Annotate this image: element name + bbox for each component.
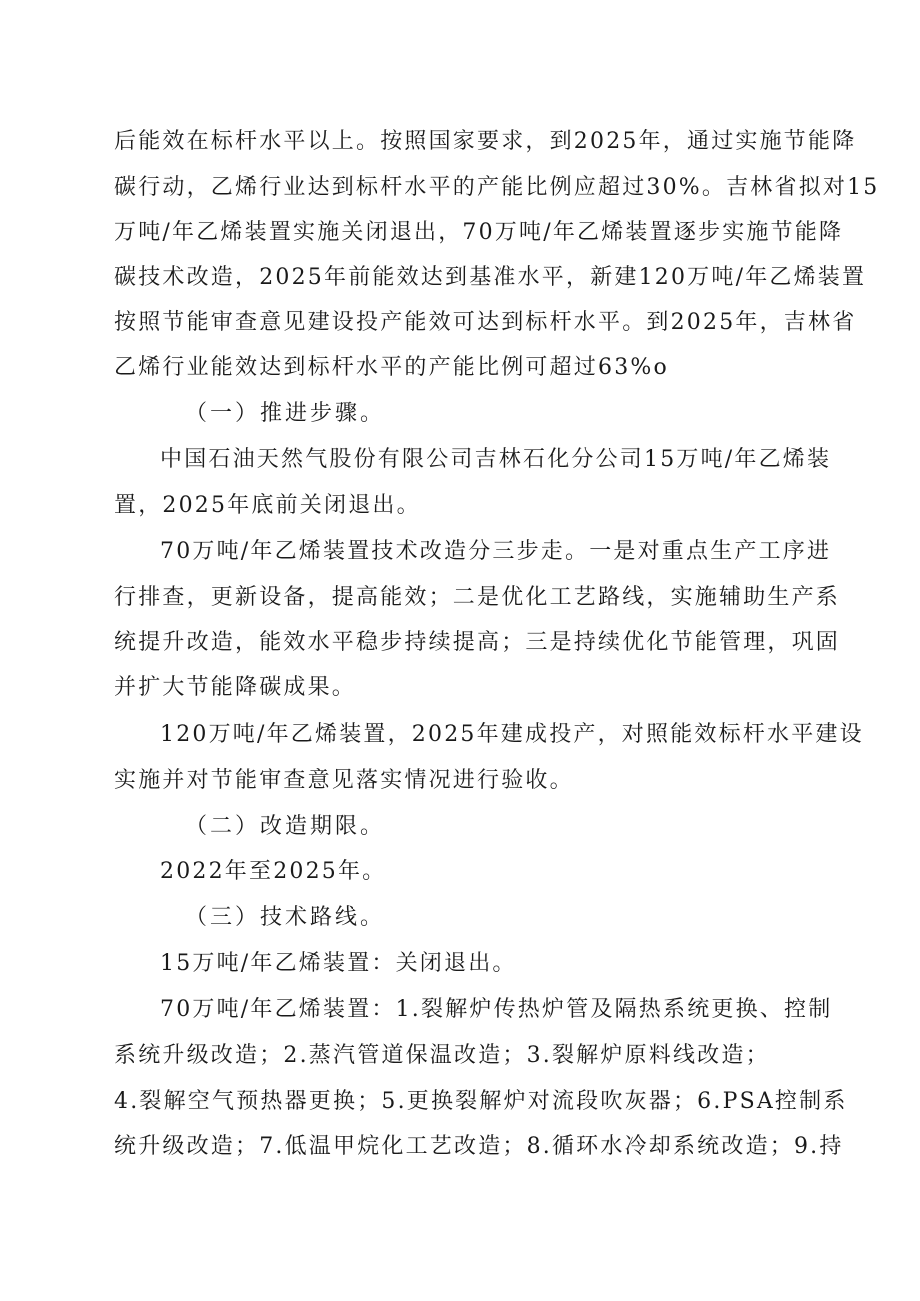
paragraph-line: 后能效在标杆水平以上。按照国家要求，到2025年，通过实施节能降 <box>114 129 857 154</box>
paragraph-line: 15万吨/年乙烯装置：关闭退出。 <box>160 951 517 976</box>
paragraph-line: 并扩大节能降碳成果。 <box>114 675 357 700</box>
paragraph-line: 120万吨/年乙烯装置，2025年建成投产，对照能效标杆水平建设 <box>160 722 864 747</box>
paragraph-line: 置，2025年底前关闭退出。 <box>114 493 421 518</box>
paragraph-line: 行排查，更新设备，提高能效；二是优化工艺路线，实施辅助生产系 <box>114 585 841 610</box>
section-heading-3: （三）技术路线。 <box>185 905 386 930</box>
paragraph-line: 碳技术改造，2025年前能效达到基准水平，新建120万吨/年乙烯装置 <box>114 265 867 290</box>
paragraph-line: 万吨/年乙烯装置实施关闭退出，70万吨/年乙烯装置逐步实施节能降 <box>114 220 844 245</box>
paragraph-line: 统提升改造，能效水平稳步持续提高；三是持续优化节能管理，巩固 <box>114 630 841 655</box>
paragraph-line: 乙烯行业能效达到标杆水平的产能比例可超过63%o <box>114 355 669 380</box>
paragraph-line: 70万吨/年乙烯装置：1.裂解炉传热炉管及隔热系统更换、控制 <box>160 997 833 1022</box>
paragraph-line: 中国石油天然气股份有限公司吉林石化分公司15万吨/年乙烯装 <box>160 447 832 472</box>
paragraph-line: 实施并对节能审查意见落实情况进行验收。 <box>114 768 574 793</box>
paragraph-line: 统升级改造；7.低温甲烷化工艺改造；8.循环水冷却系统改造；9.持 <box>114 1134 844 1159</box>
section-heading-2: （二）改造期限。 <box>185 814 386 839</box>
paragraph-line: 按照节能审查意见建设投产能效可达到标杆水平。到2025年，吉林省 <box>114 310 857 335</box>
paragraph-line: 2022年至2025年。 <box>160 859 387 884</box>
paragraph-line: 4.裂解空气预热器更换；5.更换裂解炉对流段吹灰器；6.PSA控制系 <box>114 1089 848 1114</box>
paragraph-line: 碳行动，乙烯行业达到标杆水平的产能比例应超过30%。吉林省拟对15 <box>114 175 880 200</box>
paragraph-line: 70万吨/年乙烯装置技术改造分三步走。一是对重点生产工序进 <box>160 539 832 564</box>
paragraph-line: 系统升级改造；2.蒸汽管道保温改造；3.裂解炉原料线改造； <box>114 1043 770 1068</box>
section-heading-1: （一）推进步骤。 <box>185 401 386 426</box>
